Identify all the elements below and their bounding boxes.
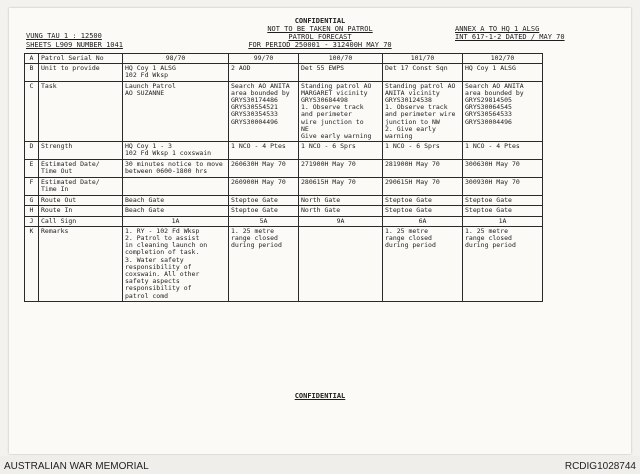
- table-row: [25, 81, 543, 142]
- table-cell: 260630H May 70: [229, 160, 299, 178]
- row-field-label: Route In: [39, 206, 123, 216]
- table-cell: 271900H May 70: [299, 160, 383, 178]
- table-cell: Standing patrol AO ANITA vicinity GRYS30124538 1. Observe track and perimeter wire junction to NW 2. Give early warning: [383, 81, 463, 142]
- row-field-label: Route Out: [39, 196, 123, 206]
- table-cell: Beach Gate: [123, 196, 229, 206]
- table-cell: Steptoe Gate: [463, 206, 543, 216]
- row-letter: B: [25, 64, 39, 81]
- row-field-label: Estimated Date/ Time Out: [39, 160, 123, 178]
- row-field-label: Estimated Date/ Time In: [39, 178, 123, 196]
- table-cell: Steptoe Gate: [229, 206, 299, 216]
- table-cell: 9A: [299, 216, 383, 226]
- table-cell: 1A: [463, 216, 543, 226]
- map-reference-1: VUNG TAU 1 : 12500: [26, 32, 102, 40]
- table-row: [25, 178, 543, 196]
- table-cell: Steptoe Gate: [383, 196, 463, 206]
- table-cell: 280615H May 70: [299, 178, 383, 196]
- table-cell: 260900H May 70: [229, 178, 299, 196]
- table-cell: Det 17 Const Sqn: [383, 64, 463, 81]
- table-cell: HQ Coy 1 ALSG 102 Fd Wksp: [123, 64, 229, 81]
- row-letter: K: [25, 226, 39, 301]
- patrol-forecast-table: [24, 53, 543, 302]
- row-letter: E: [25, 160, 39, 178]
- table-row: [25, 64, 543, 81]
- row-field-label: Patrol Serial No: [39, 54, 123, 64]
- table-cell: HQ Coy 1 ALSG: [463, 64, 543, 81]
- table-row: [25, 160, 543, 178]
- header-line-not-on-patrol: NOT TO BE TAKEN ON PATROL: [267, 25, 373, 33]
- row-field-label: Unit to provide: [39, 64, 123, 81]
- table-cell: [123, 178, 229, 196]
- row-letter: C: [25, 81, 39, 142]
- table-cell: Standing patrol AO MARGARET vicinity GRYS30684498 1. Observe track and perimeter wire junction to NE Give early warning: [299, 81, 383, 142]
- row-letter: J: [25, 216, 39, 226]
- table-cell: 102/70: [463, 54, 543, 64]
- archive-name: AUSTRALIAN WAR MEMORIAL: [4, 461, 149, 472]
- table-row: [25, 216, 543, 226]
- table-cell: 1. RY - 102 Fd Wksp 2. Patrol to assist in cleaning launch on completion of task. 3. Water safety responsibility of coxswain. All other safety aspects responsibility of patrol comd: [123, 226, 229, 301]
- map-reference-2: SHEETS L909 NUMBER 1041: [26, 41, 123, 49]
- row-letter: A: [25, 54, 39, 64]
- table-cell: HQ Coy 1 - 3 102 Fd Wksp 1 coxswain: [123, 142, 229, 160]
- table-cell: [299, 226, 383, 301]
- archive-footer: [0, 456, 640, 474]
- table-cell: Beach Gate: [123, 206, 229, 216]
- table-cell: North Gate: [299, 196, 383, 206]
- annex-reference: ANNEX A TO HQ 1 ALSG: [455, 25, 540, 33]
- table-cell: 1. 25 metre range closed during period: [463, 226, 543, 301]
- row-letter: G: [25, 196, 39, 206]
- table-cell: 300630H May 70: [463, 160, 543, 178]
- annex-dated: INT 617-1-2 DATED / MAY 70: [455, 33, 565, 41]
- table-cell: 6A: [383, 216, 463, 226]
- table-cell: 98/70: [123, 54, 229, 64]
- table-cell: 1. 25 metre range closed during period: [229, 226, 299, 301]
- row-field-label: Remarks: [39, 226, 123, 301]
- table-cell: 1A: [123, 216, 229, 226]
- classification-bottom: CONFIDENTIAL: [294, 392, 346, 400]
- table-cell: 5A: [229, 216, 299, 226]
- table-cell: 101/70: [383, 54, 463, 64]
- header-line-patrol-forecast: PATROL FORECAST: [288, 33, 352, 41]
- table-cell: 30 minutes notice to move between 0600-1800 hrs: [123, 160, 229, 178]
- classification-top: CONFIDENTIAL: [294, 17, 346, 25]
- table-cell: 1 NCO - 6 Sprs: [299, 142, 383, 160]
- table-row: [25, 54, 543, 64]
- table-cell: Steptoe Gate: [383, 206, 463, 216]
- table-cell: 99/70: [229, 54, 299, 64]
- table-row: [25, 196, 543, 206]
- table-cell: Search AO ANITA area bounded by GRYS29814505 GRYS30064545 GRYS30564533 GRYS30004496: [463, 81, 543, 142]
- table-cell: Launch Patrol AO SUZANNE: [123, 81, 229, 142]
- table-row: [25, 206, 543, 216]
- row-letter: H: [25, 206, 39, 216]
- row-letter: F: [25, 178, 39, 196]
- table-cell: 300930H May 70: [463, 178, 543, 196]
- table-cell: 1 NCO - 6 Sprs: [383, 142, 463, 160]
- row-field-label: Call Sign: [39, 216, 123, 226]
- table-row: [25, 226, 543, 301]
- table-cell: Steptoe Gate: [463, 196, 543, 206]
- table-cell: Det 55 EWPS: [299, 64, 383, 81]
- row-field-label: Strength: [39, 142, 123, 160]
- table-cell: 1 NCO - 4 Ptes: [463, 142, 543, 160]
- table-cell: 100/70: [299, 54, 383, 64]
- archive-id: RCDIG1028744: [564, 461, 636, 472]
- table-cell: 1. 25 metre range closed during period: [383, 226, 463, 301]
- header-period: FOR PERIOD 250001 - 312400H MAY 70: [248, 41, 392, 49]
- table-cell: 2 AOD: [229, 64, 299, 81]
- table-row: [25, 142, 543, 160]
- row-field-label: Task: [39, 81, 123, 142]
- table-cell: North Gate: [299, 206, 383, 216]
- table-cell: 290615H May 70: [383, 178, 463, 196]
- table-cell: Steptoe Gate: [229, 196, 299, 206]
- row-letter: D: [25, 142, 39, 160]
- table-cell: Search AO ANITA area bounded by GRYS30174486 GRYS30554521 GRYS30354533 GRYS30004496: [229, 81, 299, 142]
- table-cell: 1 NCO - 4 Ptes: [229, 142, 299, 160]
- table-cell: 281900H May 70: [383, 160, 463, 178]
